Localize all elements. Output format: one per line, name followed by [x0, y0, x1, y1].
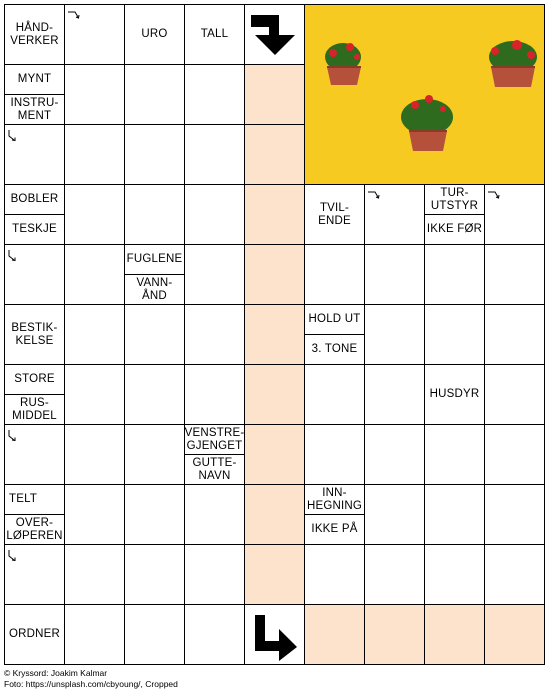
arrow-down-right-icon: [251, 613, 299, 661]
answer-cell[interactable]: [125, 425, 185, 485]
arrow-right-down-icon: [367, 189, 381, 203]
big-arrow-cell: [245, 5, 305, 65]
answer-cell[interactable]: [65, 485, 125, 545]
answer-cell[interactable]: [425, 245, 485, 305]
answer-cell[interactable]: [185, 545, 245, 605]
answer-cell[interactable]: [185, 245, 245, 305]
clue-husdyr: [425, 365, 485, 425]
flower-photo: [305, 5, 545, 185]
clue-tvilende: [305, 185, 365, 245]
answer-cell[interactable]: [65, 305, 125, 365]
answer-cell[interactable]: [185, 365, 245, 425]
clue-text: HÅND-VERKER: [10, 21, 59, 47]
answer-cell[interactable]: [125, 545, 185, 605]
clue-uro: [125, 5, 185, 65]
clue-text: IKKE PÅ: [305, 514, 364, 544]
clue-tall: [185, 5, 245, 65]
clue-text: ORDNER: [9, 628, 61, 640]
answer-cell[interactable]: [365, 245, 425, 305]
clue-text: BESTIK-KELSE: [11, 321, 58, 347]
answer-cell[interactable]: [125, 125, 185, 185]
highlight-cell[interactable]: [245, 485, 305, 545]
clue-text: HUSDYR: [429, 388, 480, 400]
crossword-credit: © Kryssord: Joakim Kalmar: [4, 668, 108, 678]
clue-text: INN-HEGNING: [306, 486, 363, 512]
answer-cell[interactable]: [185, 185, 245, 245]
clue-telt-overloperen: [5, 485, 65, 545]
clue-text: TUR-UTSTYR: [430, 186, 479, 212]
arrow-down-right-icon: [7, 549, 21, 563]
highlight-cell[interactable]: [245, 545, 305, 605]
answer-cell[interactable]: [65, 245, 125, 305]
answer-cell[interactable]: [5, 245, 65, 305]
arrow-down-right-icon: [7, 129, 21, 143]
answer-cell[interactable]: [5, 425, 65, 485]
answer-cell[interactable]: [5, 125, 65, 185]
clue-text: TVIL-ENDE: [318, 201, 351, 227]
highlight-cell[interactable]: [245, 305, 305, 365]
arrow-right-down-icon: [67, 9, 81, 23]
clue-text: OVER-LØPEREN: [5, 514, 64, 544]
answer-cell[interactable]: [365, 425, 425, 485]
answer-cell[interactable]: [65, 185, 125, 245]
crossword-grid: [4, 4, 545, 665]
answer-cell[interactable]: [305, 545, 365, 605]
clue-text: GUTTE-NAVN: [185, 454, 244, 484]
answer-cell[interactable]: [485, 425, 545, 485]
highlight-cell[interactable]: [485, 605, 545, 665]
photo-credit: Foto: https://unsplash.com/cbyoung/, Cropped: [4, 679, 178, 689]
clue-text: 3. TONE: [305, 334, 364, 364]
answer-cell[interactable]: [185, 125, 245, 185]
clue-text: STORE: [14, 373, 55, 385]
clue-venstregjenget-guttenavn: [185, 425, 245, 485]
clue-handverker: [5, 5, 65, 65]
answer-cell[interactable]: [305, 245, 365, 305]
answer-cell[interactable]: [125, 65, 185, 125]
answer-cell[interactable]: [305, 365, 365, 425]
highlight-cell[interactable]: [245, 425, 305, 485]
highlight-cell[interactable]: [305, 605, 365, 665]
clue-text: MYNT: [17, 73, 52, 85]
highlight-cell[interactable]: [245, 245, 305, 305]
highlight-cell[interactable]: [245, 185, 305, 245]
answer-cell[interactable]: [365, 185, 425, 245]
clue-bobler-teskje: [5, 185, 65, 245]
answer-cell[interactable]: [125, 605, 185, 665]
big-arrow-cell: [245, 605, 305, 665]
clue-text: FUGLENE: [126, 253, 183, 265]
arrow-right-down-icon: [487, 189, 501, 203]
arrow-down-right-icon: [7, 249, 21, 263]
clue-text: HOLD UT: [308, 313, 361, 325]
answer-cell[interactable]: [65, 365, 125, 425]
answer-cell[interactable]: [65, 425, 125, 485]
answer-cell[interactable]: [125, 185, 185, 245]
answer-cell[interactable]: [305, 425, 365, 485]
clue-turutstyr-ikkefor: [425, 185, 485, 245]
answer-cell[interactable]: [485, 545, 545, 605]
clue-text: IKKE FØR: [425, 214, 484, 244]
answer-cell[interactable]: [365, 545, 425, 605]
clue-holdut-3tone: [305, 305, 365, 365]
clue-fuglene-vannand: [125, 245, 185, 305]
highlight-cell[interactable]: [245, 65, 305, 125]
clue-mynt-instrument: [5, 65, 65, 125]
answer-cell[interactable]: [65, 65, 125, 125]
answer-cell[interactable]: [185, 305, 245, 365]
highlight-cell[interactable]: [245, 125, 305, 185]
clue-text: RUS-MIDDEL: [5, 394, 64, 424]
answer-cell[interactable]: [185, 65, 245, 125]
clue-text: TESKJE: [5, 214, 64, 244]
answer-cell[interactable]: [425, 305, 485, 365]
clue-text: INSTRU-MENT: [5, 94, 64, 124]
highlight-cell[interactable]: [425, 605, 485, 665]
answer-cell[interactable]: [485, 245, 545, 305]
answer-cell[interactable]: [65, 545, 125, 605]
answer-cell[interactable]: [5, 545, 65, 605]
clue-bestikkelse: [5, 305, 65, 365]
clue-store-rusmiddel: [5, 365, 65, 425]
clue-text: URO: [141, 28, 168, 40]
answer-cell[interactable]: [125, 305, 185, 365]
answer-cell[interactable]: [125, 485, 185, 545]
answer-cell[interactable]: [65, 605, 125, 665]
answer-cell[interactable]: [485, 365, 545, 425]
flower-pots-image: [305, 5, 545, 185]
clue-text: TELT: [9, 493, 38, 505]
answer-cell[interactable]: [425, 545, 485, 605]
clue-text: VANN-ÅND: [125, 274, 184, 304]
highlight-cell[interactable]: [365, 605, 425, 665]
answer-cell[interactable]: [185, 485, 245, 545]
arrow-down-right-icon: [7, 429, 21, 443]
clue-innhegning-ikkepa: [305, 485, 365, 545]
answer-cell[interactable]: [365, 485, 425, 545]
clue-text: BOBLER: [10, 193, 59, 205]
arrow-left-down-icon: [251, 13, 299, 57]
highlight-cell[interactable]: [245, 365, 305, 425]
answer-cell[interactable]: [65, 5, 125, 65]
answer-cell[interactable]: [485, 185, 545, 245]
answer-cell[interactable]: [425, 485, 485, 545]
answer-cell[interactable]: [365, 305, 425, 365]
clue-text: TALL: [200, 28, 229, 40]
answer-cell[interactable]: [185, 605, 245, 665]
answer-cell[interactable]: [125, 365, 185, 425]
clue-ordner: [5, 605, 65, 665]
answer-cell[interactable]: [425, 425, 485, 485]
answer-cell[interactable]: [485, 305, 545, 365]
answer-cell[interactable]: [65, 125, 125, 185]
answer-cell[interactable]: [485, 485, 545, 545]
answer-cell[interactable]: [365, 365, 425, 425]
clue-text: VENSTRE-GJENGET: [184, 426, 245, 452]
